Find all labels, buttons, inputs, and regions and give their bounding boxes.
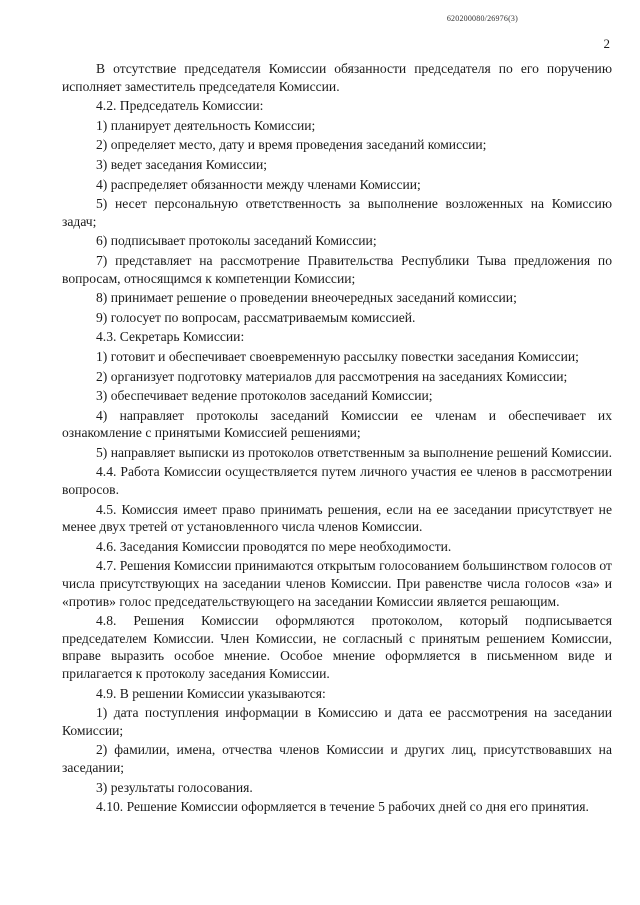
paragraph: 4.6. Заседания Комиссии проводятся по мере необходимости. [96, 538, 452, 554]
list-item: 2) определяет место, дату и время проведения заседаний комиссии; [96, 137, 487, 153]
page-number: 2 [603, 36, 610, 51]
list-item: 8) принимает решение о проведении внеочередных заседаний комиссии; [96, 290, 517, 306]
list-item: 9) голосует по вопросам, рассматриваемым комиссией. [96, 309, 416, 325]
list-item: 1) дата поступления информации в Комиссию и дата ее рассмотрения на заседании Комиссии; [62, 705, 612, 738]
paragraph: 4.5. Комиссия имеет право принимать решения, если на ее заседании присутствует не менее двух третей от установленного числа членов Комиссии. [62, 501, 612, 535]
document-body [62, 60, 612, 818]
list-item: 6) подписывает протоколы заседаний Комиссии; [96, 233, 377, 249]
document-id: 620200080/26976(3) [446, 14, 518, 23]
list-item: 4) направляет протоколы заседаний Комиссии ее членам и обеспечивает их ознакомление с принятыми Комиссией решениями; [62, 407, 612, 441]
list-item: 7) представляет на рассмотрение Правительства Республики Тыва предложения по вопросам, относящимся к компетенции Комиссии; [62, 252, 612, 286]
section-heading: 4.3. Секретарь Комиссии: [96, 329, 245, 345]
list-item: 3) ведет заседания Комиссии; [96, 156, 268, 172]
list-item: 3) результаты голосования. [96, 779, 253, 795]
paragraph: 4.8. Решения Комиссии оформляются протоколом, который подписывается председателем Комиссии. Член Комиссии, не согласный с принятым решением Комиссии, вправе выразить особое мнение. Особое мнение оформляется в письменном виде и прилагается к протоколу заседания Комиссии. [62, 613, 612, 681]
section-heading: 4.9. В решении Комиссии указываются: [96, 685, 326, 701]
list-item: 4) распределяет обязанности между членами Комиссии; [96, 176, 421, 192]
list-item: 3) обеспечивает ведение протоколов заседаний Комиссии; [96, 388, 433, 404]
list-item: 2) фамилии, имена, отчества членов Комиссии и других лиц, присутствовавших на заседании; [62, 742, 612, 775]
paragraph: 4.10. Решение Комиссии оформляется в течение 5 рабочих дней со дня его принятия. [96, 799, 589, 815]
list-item: 5) несет персональную ответственность за выполнение возложенных на Комиссию задач; [62, 196, 612, 229]
list-item: 5) направляет выписки из протоколов ответственным за выполнение решений Комиссии. [96, 444, 612, 460]
list-item: 1) готовит и обеспечивает своевременную рассылку повестки заседания Комиссии; [96, 348, 579, 364]
paragraph: 4.7. Решения Комиссии принимаются открытым голосованием большинством голосов от числа присутствующих на заседании членов Комиссии. При равенстве числа голосов «за» и «против» голос председательствующего на заседании Комиссии является решающим. [62, 558, 612, 609]
paragraph: 4.4. Работа Комиссии осуществляется путем личного участия ее членов в рассмотрении вопросов. [62, 464, 612, 498]
paragraph: В отсутствие председателя Комиссии обязанности председателя по его поручению исполняет заместитель председателя Комиссии. [62, 61, 612, 94]
list-item: 2) организует подготовку материалов для рассмотрения на заседаниях Комиссии; [96, 368, 568, 384]
section-heading: 4.2. Председатель Комиссии: [96, 98, 264, 114]
list-item: 1) планирует деятельность Комиссии; [96, 117, 316, 133]
